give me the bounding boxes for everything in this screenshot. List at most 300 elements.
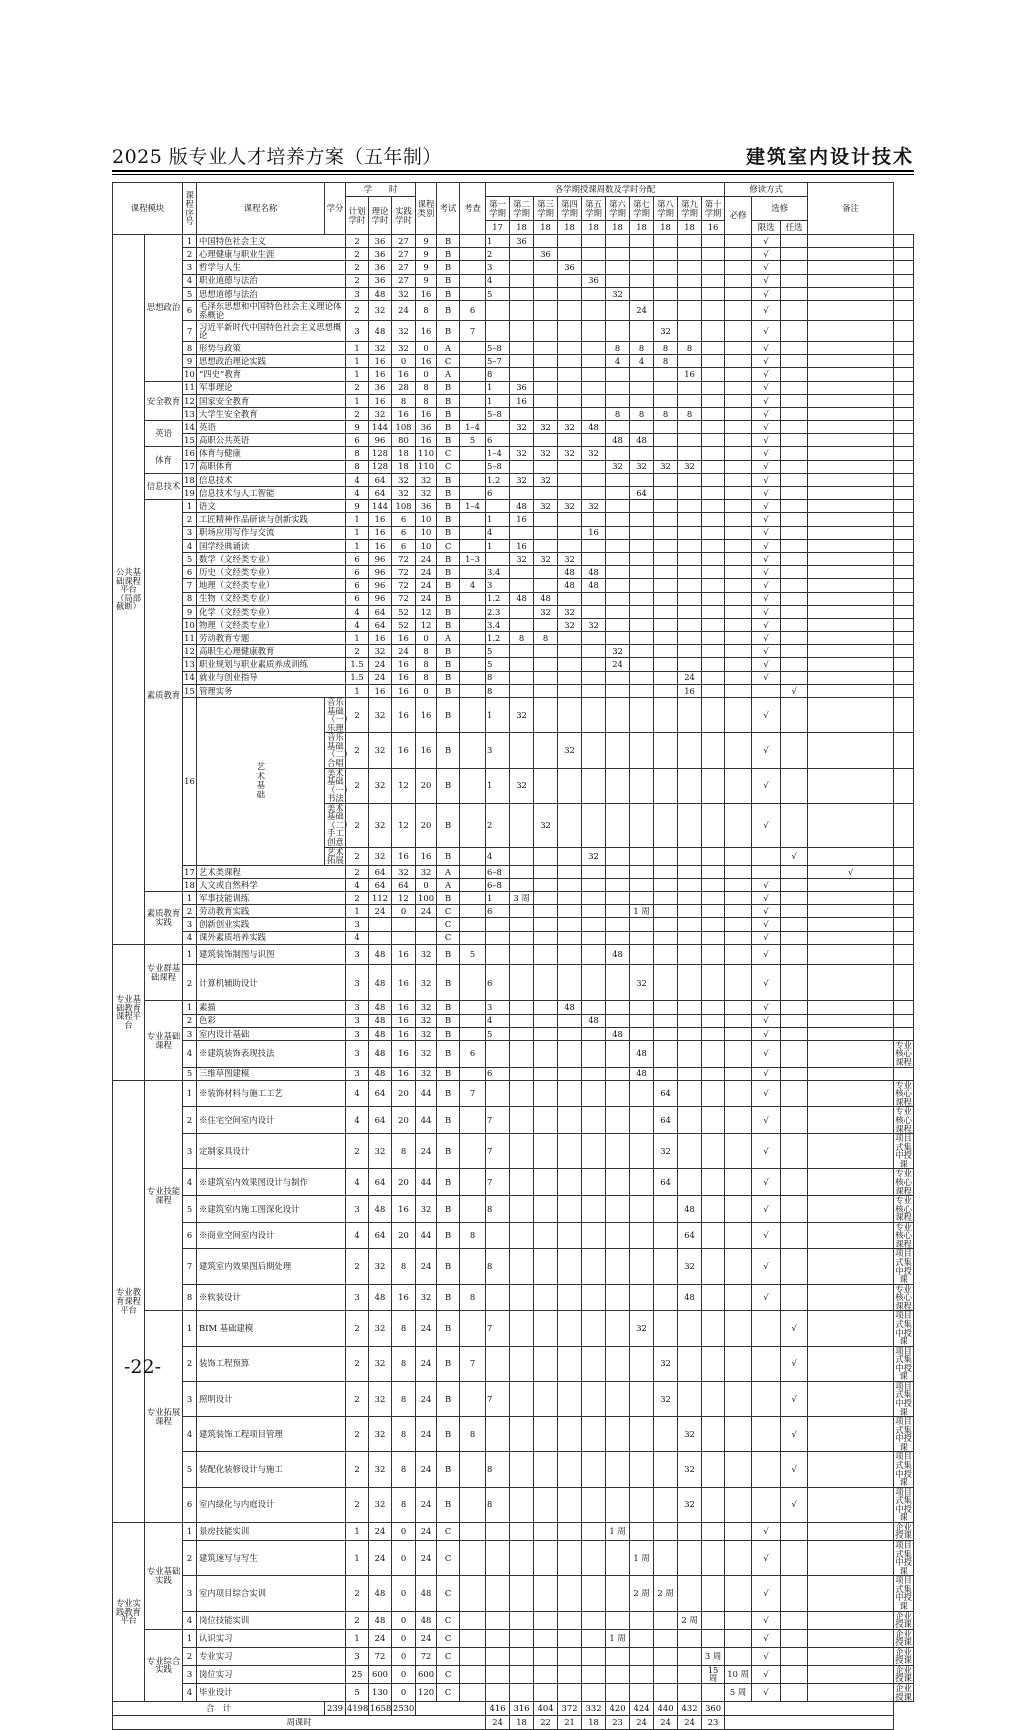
remark-cell	[894, 368, 914, 381]
semester-cell	[630, 1134, 654, 1169]
course-seq: 11	[184, 632, 195, 643]
course-name: BIM 基础建模	[197, 1311, 346, 1346]
table-row	[113, 645, 914, 658]
semester-cell	[534, 1541, 558, 1576]
exam-cell	[460, 1249, 486, 1284]
credit-cell: 8	[346, 447, 369, 460]
semester-cell: 32	[678, 1452, 702, 1487]
semester-cell	[510, 1027, 534, 1040]
limited-mark: √	[781, 1311, 808, 1346]
semester-cell	[654, 274, 678, 287]
semester-cell	[654, 878, 678, 891]
semester-cell	[534, 698, 558, 733]
optional-mark	[808, 918, 894, 931]
table-row	[113, 500, 914, 513]
exam-cell	[460, 1629, 486, 1647]
course-name: 国学经典诵读	[197, 539, 346, 552]
art-group-label	[197, 698, 325, 866]
semester-cell: 32	[582, 500, 606, 513]
semester-cell	[725, 944, 752, 965]
col-semester-6: 第六学期	[606, 197, 630, 221]
semester-cell	[654, 618, 678, 631]
weekly-semester: 23	[606, 1716, 630, 1730]
semester-cell	[654, 566, 678, 579]
course-seq: 3	[183, 526, 197, 539]
check-cell: 8	[486, 671, 510, 684]
table-row	[113, 1284, 914, 1311]
semester-cell	[654, 1417, 678, 1452]
hours-cell: 12	[392, 768, 416, 803]
remark-cell	[894, 618, 914, 631]
credit-cell: 2	[346, 1576, 369, 1611]
credit-cell: 1	[346, 1522, 369, 1540]
semester-cell	[558, 487, 582, 500]
hours-cell: 32	[392, 473, 416, 486]
credit-cell: 2	[346, 698, 369, 733]
semester-cell	[582, 733, 606, 768]
hours-cell: 20	[392, 1080, 416, 1107]
semester-cell	[630, 645, 654, 658]
semester-cell	[582, 892, 606, 905]
semester-cell	[606, 1107, 630, 1134]
course-name: 创新创业实践	[197, 918, 346, 931]
semester-cell	[606, 274, 630, 287]
semester-cell	[510, 1067, 534, 1080]
semester-cell	[725, 381, 752, 394]
semester-cell	[702, 1249, 725, 1284]
limited-mark	[781, 1629, 808, 1647]
semester-cell	[606, 261, 630, 274]
semester-cell: 32	[630, 1311, 654, 1346]
required-mark: √	[752, 473, 781, 486]
required-mark: √	[752, 1080, 781, 1107]
total-row	[113, 1702, 914, 1716]
check-cell: 2	[486, 803, 510, 847]
semester-cell	[678, 1522, 702, 1540]
exam-cell	[460, 235, 486, 248]
semester-cell: 32	[534, 803, 558, 847]
weekly-semester: 24	[486, 1716, 510, 1730]
hours-cell: 24	[416, 1381, 437, 1416]
optional-mark	[808, 892, 894, 905]
semester-cell: 64	[630, 487, 654, 500]
exam-cell	[460, 566, 486, 579]
hours-cell: 16	[392, 698, 416, 733]
type-cell: B	[437, 1487, 460, 1522]
module-label: 素质教育实践	[145, 892, 183, 945]
remark-cell	[894, 394, 914, 407]
table-row	[113, 1027, 914, 1040]
semester-cell	[558, 1014, 582, 1027]
course-name: 体育与健康	[197, 447, 346, 460]
type-cell: B	[437, 1027, 460, 1040]
col-semester-group: 各学期授课周数及学时分配	[486, 183, 725, 197]
optional-mark	[808, 878, 894, 891]
check-cell: 1	[486, 892, 510, 905]
hours-cell: 24	[369, 1629, 392, 1647]
total-semester: 316	[510, 1702, 534, 1716]
course-seq: 15	[184, 685, 195, 696]
table-row	[113, 905, 914, 918]
semester-cell	[606, 381, 630, 394]
type-cell: B	[437, 847, 460, 865]
hours-cell: 48	[416, 1576, 437, 1611]
semester-cell	[702, 847, 725, 865]
course-name: 建筑装饰工程项目管理	[197, 1417, 346, 1452]
hours-cell: 100	[416, 892, 437, 905]
semester-cell	[510, 1196, 534, 1223]
semester-cell: 48	[582, 566, 606, 579]
course-name: 室内项目综合实训	[197, 1576, 346, 1611]
exam-cell: 7	[460, 1346, 486, 1381]
weekly-semester: 24	[630, 1716, 654, 1730]
hours-cell: 10	[416, 539, 437, 552]
semester-cell	[606, 1647, 630, 1665]
semester-cell: 48	[582, 1014, 606, 1027]
course-seq: 5	[183, 287, 197, 300]
hours-cell: 32	[369, 645, 392, 658]
limited-mark	[781, 1169, 808, 1196]
semester-cell	[630, 235, 654, 248]
hours-cell: 48	[369, 1014, 392, 1027]
semester-cell	[702, 1346, 725, 1381]
type-cell: B	[437, 1249, 460, 1284]
semester-cell: 32	[558, 605, 582, 618]
semester-cell	[582, 1001, 606, 1014]
semester-cell	[678, 865, 702, 878]
semester-cell	[702, 865, 725, 878]
hours-cell: 120	[416, 1684, 437, 1702]
course-seq: 18	[184, 474, 195, 485]
required-mark: √	[752, 341, 781, 354]
optional-mark	[808, 1647, 894, 1665]
check-cell: 1	[486, 513, 510, 526]
semester-cell	[534, 1196, 558, 1223]
module-label: 专业技能课程	[145, 1080, 183, 1311]
check-cell: 3	[486, 579, 510, 592]
type-cell: C	[437, 931, 460, 944]
optional-mark	[808, 1665, 894, 1683]
semester-cell	[630, 733, 654, 768]
course-seq: 9	[183, 605, 197, 618]
semester-cell	[678, 274, 702, 287]
semester-cell	[606, 803, 630, 847]
hours-cell: 0	[392, 1541, 416, 1576]
type-cell: B	[437, 803, 460, 847]
credit-cell: 1	[346, 1629, 369, 1647]
hours-cell	[369, 931, 392, 944]
required-mark	[752, 1487, 781, 1522]
hours-cell: 52	[392, 605, 416, 618]
check-cell	[486, 1284, 510, 1311]
semester-cell	[725, 274, 752, 287]
required-mark: √	[752, 1014, 781, 1027]
semester-cell	[606, 552, 630, 565]
semester-cell	[702, 965, 725, 1001]
exam-cell	[460, 1665, 486, 1683]
hours-cell: 16	[392, 1040, 416, 1067]
col-semester-7: 第七学期	[630, 197, 654, 221]
hours-cell: 96	[369, 592, 392, 605]
page-number: -22-	[124, 1356, 162, 1378]
credit-cell: 4	[346, 473, 369, 486]
semester-cell	[702, 321, 725, 342]
semester-cell: 4	[630, 355, 654, 368]
remark-cell	[894, 931, 914, 944]
hours-cell	[416, 918, 437, 931]
semester-cell	[606, 248, 630, 261]
check-cell	[486, 1684, 510, 1702]
remark-cell	[894, 605, 914, 618]
table-body	[113, 235, 914, 1730]
course-name: 毛泽东思想和中国特色社会主义理论体系概论	[197, 300, 346, 321]
semester-cell	[630, 1611, 654, 1629]
type-cell: B	[437, 473, 460, 486]
col-weeks-8: 18	[654, 221, 678, 235]
col-weeks-10: 16	[702, 221, 725, 235]
limited-mark: √	[781, 1487, 808, 1522]
check-cell: 6	[486, 1067, 510, 1080]
required-mark	[752, 865, 781, 878]
optional-mark	[808, 274, 894, 287]
semester-cell	[558, 321, 582, 342]
course-name: 装饰工程预算	[197, 1346, 346, 1381]
type-cell: B	[437, 658, 460, 671]
optional-mark	[808, 1040, 894, 1067]
semester-cell	[606, 394, 630, 407]
course-seq: 17	[184, 461, 195, 472]
required-mark: √	[752, 698, 781, 733]
semester-cell	[654, 768, 678, 803]
limited-mark	[781, 1576, 808, 1611]
required-mark: √	[752, 287, 781, 300]
semester-cell: 8	[654, 341, 678, 354]
semester-cell	[725, 592, 752, 605]
semester-cell	[725, 513, 752, 526]
semester-cell	[725, 235, 752, 248]
semester-cell	[510, 865, 534, 878]
check-cell	[486, 421, 510, 434]
course-seq: 4	[183, 274, 197, 287]
hours-cell: 64	[369, 1222, 392, 1249]
course-name: 就业与创业指导	[197, 671, 346, 684]
check-cell: 8	[486, 1249, 510, 1284]
semester-cell	[725, 847, 752, 865]
optional-mark	[808, 300, 894, 321]
semester-cell	[678, 847, 702, 865]
semester-cell	[558, 355, 582, 368]
semester-cell	[630, 500, 654, 513]
exam-cell	[460, 1067, 486, 1080]
optional-mark	[808, 1629, 894, 1647]
semester-cell	[510, 803, 534, 847]
semester-cell	[630, 1014, 654, 1027]
course-seq: 6	[183, 1222, 197, 1249]
weekly-empty	[725, 1716, 894, 1730]
semester-cell	[582, 803, 606, 847]
hours-cell: 8	[416, 645, 437, 658]
course-name: 大学生安全教育	[197, 407, 346, 420]
table-row	[113, 684, 914, 697]
hours-cell: 600	[369, 1665, 392, 1683]
semester-cell	[725, 684, 752, 697]
exam-cell	[460, 892, 486, 905]
table-row	[113, 1629, 914, 1647]
semester-cell	[510, 261, 534, 274]
check-cell: 5–7	[486, 355, 510, 368]
semester-cell	[534, 944, 558, 965]
optional-mark	[808, 1222, 894, 1249]
semester-cell	[702, 1522, 725, 1540]
limited-mark: √	[781, 1381, 808, 1416]
credit-cell: 6	[346, 566, 369, 579]
hours-cell: 0	[392, 1522, 416, 1540]
hours-cell: 24	[416, 592, 437, 605]
semester-cell	[558, 407, 582, 420]
limited-mark	[781, 1647, 808, 1665]
hours-cell: 24	[416, 552, 437, 565]
semester-cell	[702, 421, 725, 434]
table-row	[113, 381, 914, 394]
semester-cell: 1 周	[630, 1541, 654, 1576]
optional-mark	[808, 341, 894, 354]
hours-cell: 0	[416, 632, 437, 645]
remark-cell	[894, 434, 914, 447]
optional-mark	[808, 421, 894, 434]
check-cell: 3	[486, 261, 510, 274]
type-cell: B	[437, 1346, 460, 1381]
hours-cell	[369, 918, 392, 931]
semester-cell	[606, 235, 630, 248]
hours-cell: 96	[369, 434, 392, 447]
course-name: 毕业设计	[197, 1684, 346, 1702]
total-credit: 239	[325, 1702, 346, 1716]
semester-cell	[558, 931, 582, 944]
table-row	[113, 965, 914, 1001]
semester-cell	[702, 592, 725, 605]
type-cell: B	[437, 321, 460, 342]
semester-cell	[534, 1249, 558, 1284]
required-mark: √	[752, 892, 781, 905]
semester-cell	[678, 1541, 702, 1576]
check-cell: 7	[486, 1107, 510, 1134]
semester-cell	[725, 878, 752, 891]
optional-mark	[808, 460, 894, 473]
exam-cell	[460, 1311, 486, 1346]
exam-cell	[460, 487, 486, 500]
exam-cell	[460, 368, 486, 381]
optional-mark	[808, 645, 894, 658]
semester-cell	[702, 1040, 725, 1067]
required-mark: √	[752, 539, 781, 552]
semester-cell: 32	[606, 460, 630, 473]
limited-mark	[781, 421, 808, 434]
remark-cell	[894, 447, 914, 460]
remark-cell	[894, 905, 914, 918]
semester-cell	[534, 261, 558, 274]
semester-cell	[534, 235, 558, 248]
semester-cell	[606, 579, 630, 592]
exam-cell	[460, 698, 486, 733]
optional-mark	[808, 733, 894, 768]
check-cell: 6	[486, 965, 510, 1001]
type-cell: B	[437, 261, 460, 274]
credit-cell: 2	[346, 1611, 369, 1629]
semester-cell	[510, 918, 534, 931]
credit-cell: 2	[346, 768, 369, 803]
course-seq: 11	[184, 382, 195, 393]
course-name: 高职公共英语	[197, 434, 346, 447]
limited-mark	[781, 1001, 808, 1014]
semester-cell	[678, 658, 702, 671]
limited-mark	[781, 1284, 808, 1311]
check-cell: 6	[486, 487, 510, 500]
course-seq: 4	[183, 931, 197, 944]
course-seq: 4	[183, 1169, 197, 1196]
semester-cell: 8	[630, 341, 654, 354]
hours-cell: 36	[369, 261, 392, 274]
limited-mark	[781, 1611, 808, 1629]
required-mark	[752, 1417, 781, 1452]
semester-cell	[510, 605, 534, 618]
hours-cell: 32	[392, 487, 416, 500]
hours-cell: 0	[416, 684, 437, 697]
semester-cell: 48	[606, 1027, 630, 1040]
hours-cell: 16	[392, 658, 416, 671]
semester-cell	[678, 965, 702, 1001]
semester-cell: 2 周	[678, 1611, 702, 1629]
semester-cell	[510, 1040, 534, 1067]
optional-mark	[808, 905, 894, 918]
credit-cell: 2	[346, 261, 369, 274]
semester-cell	[558, 1665, 582, 1683]
table-row	[113, 865, 914, 878]
limited-mark	[781, 671, 808, 684]
semester-cell	[582, 768, 606, 803]
semester-cell	[558, 513, 582, 526]
semester-cell	[534, 1417, 558, 1452]
semester-cell: 3 周	[702, 1647, 725, 1665]
exam-cell	[460, 381, 486, 394]
semester-cell	[678, 579, 702, 592]
course-seq: 19	[184, 487, 195, 498]
total-hours: 1658	[369, 1702, 392, 1716]
semester-cell	[558, 1417, 582, 1452]
platform-label: 专业教育课程平台	[113, 1080, 145, 1522]
semester-cell	[582, 1134, 606, 1169]
semester-cell	[558, 368, 582, 381]
semester-cell	[702, 579, 725, 592]
semester-cell	[582, 878, 606, 891]
credit-cell: 2	[346, 274, 369, 287]
course-name: 数学（文经类专业）	[197, 552, 346, 565]
semester-cell	[725, 447, 752, 460]
limited-mark	[781, 1080, 808, 1107]
semester-cell	[654, 865, 678, 878]
check-cell	[486, 1611, 510, 1629]
semester-cell	[534, 274, 558, 287]
hours-cell: 16	[392, 632, 416, 645]
semester-cell	[534, 1169, 558, 1196]
course-seq: 6	[183, 1487, 197, 1522]
credit-cell: 1	[346, 684, 369, 697]
semester-cell	[630, 878, 654, 891]
exam-cell	[460, 905, 486, 918]
hours-cell: 32	[392, 341, 416, 354]
semester-cell	[558, 684, 582, 697]
semester-cell	[654, 421, 678, 434]
semester-cell	[558, 1381, 582, 1416]
